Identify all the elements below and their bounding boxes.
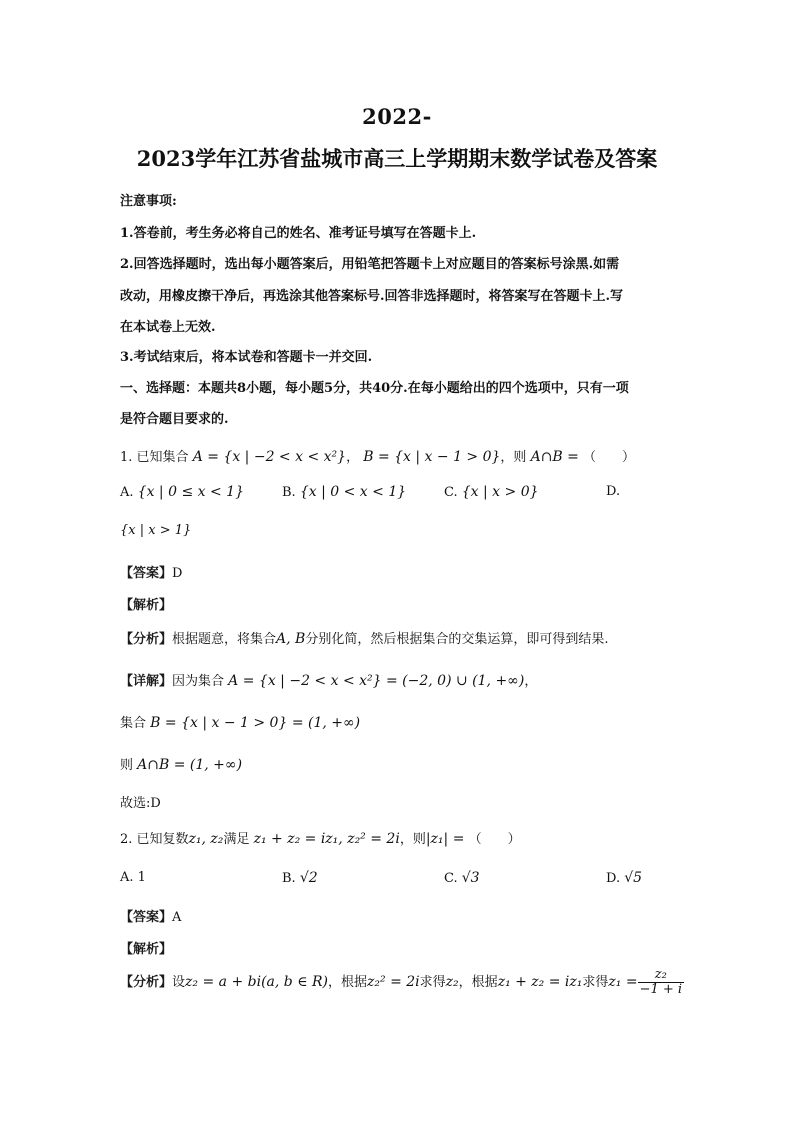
q1-set-b-expr: B = {x | x − 1 > 0} = (1, +∞) xyxy=(150,715,361,731)
notice-item-1: 1.答卷前，考生务必将自己的姓名、准考证号填写在答题卡上. xyxy=(120,226,477,241)
notice-item-2-line-b: 改动，用橡皮擦干净后，再选涂其他答案标号.回答非选择题时，将答案写在答题卡上.写 xyxy=(120,289,624,304)
q1-answer-tag: 【答案】 xyxy=(120,566,173,581)
q2-option-c-label: C. xyxy=(444,871,458,886)
q2-option-d-label: D. xyxy=(606,871,621,886)
q2-analysis-tag: 【解析】 xyxy=(120,942,173,957)
q2-fraction-numerator: z₂ xyxy=(638,968,684,983)
q1-option-c xyxy=(444,484,539,500)
q1-set-a: A = {x | −2 < x < x²} xyxy=(192,449,347,465)
q2-option-c-text: √3 xyxy=(461,870,480,886)
notice-heading: 注意事项: xyxy=(120,194,177,209)
q2-option-a-text: 1 xyxy=(137,870,146,885)
q1-option-b-label: B. xyxy=(282,485,296,500)
q1-option-b xyxy=(282,484,406,500)
q2-fenxi-expr-1: z₂ = a + bi(a, b ∈ R) xyxy=(185,974,329,990)
q2-fenxi-text-e: 求得 xyxy=(582,975,609,990)
section-heading-line-b: 是符合题目要求的. xyxy=(120,412,229,427)
q2-option-d xyxy=(606,870,642,886)
title-line-1: 2022- xyxy=(362,104,432,129)
q2-fraction-denominator: −1 + i xyxy=(639,982,683,997)
q1-paren: （ ） xyxy=(583,450,636,465)
q1-intersect-prefix: 则 xyxy=(120,758,134,773)
q2-condition: z₁ + z₂ = iz₁, z₂² = 2i xyxy=(253,831,400,847)
q1-answer-value: D xyxy=(172,566,183,581)
q1-option-c-text: {x | x > 0} xyxy=(461,484,539,500)
q1-detail xyxy=(120,670,537,689)
q1-detail-expr: A = {x | −2 < x < x²} = (−2, 0) ∪ (1, +∞) xyxy=(228,673,525,689)
q1-option-a-label: A. xyxy=(120,485,134,500)
q1-option-c-label: C. xyxy=(444,485,458,500)
q2-answer xyxy=(120,906,181,925)
section-heading-line-a: 一、选择题：本题共8小题，每小题5分，共40分.在每小题给出的四个选项中，只有一项 xyxy=(120,381,629,396)
q1-intersect-expr: A∩B = (1, +∞) xyxy=(137,757,243,773)
notice-item-2-line-c: 在本试卷上无效. xyxy=(120,320,216,335)
q1-set-b-prefix: 集合 xyxy=(120,716,147,731)
q2-fenxi-tag: 【分析】 xyxy=(120,975,173,990)
q1-option-a xyxy=(120,484,244,500)
q2-fenxi-lhs: z₁ = xyxy=(608,974,638,990)
q2-fenxi-var: z₂ xyxy=(445,974,459,990)
notice-item-2-line-a: 2.回答选择题时，选出每小题答案后，用铅笔把答题卡上对应题目的答案标号涂黑.如需 xyxy=(120,257,620,272)
q1-stem: 1. 已知集合 A = {x | −2 < x < x²}， B = {x | x − 1 > 0}，则 A∩B = （ ） xyxy=(120,449,636,465)
q2-stem-prefix: 2. 已知复数 xyxy=(120,832,189,847)
q1-choose: 故选:D xyxy=(120,796,161,811)
q2-stem-mid: 满足 xyxy=(223,832,250,847)
q2-answer-value: A xyxy=(172,910,182,925)
q1-fenxi-text-a: 根据题意，将集合 xyxy=(172,632,277,647)
q1-option-a-text: {x | 0 ≤ x < 1} xyxy=(137,484,244,500)
q1-stem-prefix: 1. 已知集合 xyxy=(120,450,189,465)
q2-paren: （ ） xyxy=(468,832,521,847)
q1-detail-text: 因为集合 xyxy=(172,674,225,689)
q1-stem-suffix: ，则 xyxy=(500,450,527,465)
q1-option-d-label: D. xyxy=(606,484,621,499)
q1-fenxi-sets: A, B xyxy=(276,631,306,647)
q2-stem xyxy=(120,828,521,847)
q2-fenxi-text-a: 设 xyxy=(172,975,186,990)
q2-option-b-text: √2 xyxy=(299,870,318,886)
q1-set-b-line xyxy=(120,712,360,731)
q1-fenxi-text-b: 分别化简，然后根据集合的交集运算，即可得到结果. xyxy=(305,632,609,647)
q2-fenxi-expr-3: z₁ + z₂ = iz₁ xyxy=(497,974,583,990)
q2-option-a xyxy=(120,870,146,885)
q1-answer xyxy=(120,562,182,581)
q2-fenxi-text-d: ，根据 xyxy=(458,975,498,990)
q1-set-b: B = {x | x − 1 > 0} xyxy=(363,449,501,465)
q2-fenxi-expr-2: z₂² = 2i xyxy=(367,974,420,990)
q2-answer-tag: 【答案】 xyxy=(120,910,173,925)
q1-intersect: A∩B = xyxy=(530,449,579,465)
q1-fenxi xyxy=(120,628,608,647)
q2-option-b xyxy=(282,870,318,886)
q2-fenxi xyxy=(120,968,684,997)
q2-target: |z₁| = xyxy=(425,831,465,847)
q1-intersect-line xyxy=(120,754,242,773)
title-line-2: 2023学年江苏省盐城市高三上学期期末数学试卷及答案 xyxy=(136,146,658,171)
q1-fenxi-tag: 【分析】 xyxy=(120,632,173,647)
q2-option-a-label: A. xyxy=(120,870,134,885)
q2-fenxi-text-b: ，根据 xyxy=(328,975,368,990)
q2-vars: z₁, z₂ xyxy=(188,831,224,847)
q2-stem-suffix: ，则 xyxy=(399,832,426,847)
q1-option-d-text: {x | x > 1} xyxy=(120,523,192,538)
q2-fenxi-text-c: 求得 xyxy=(419,975,446,990)
q2-option-d-text: √5 xyxy=(624,870,643,886)
q1-analysis-tag: 【解析】 xyxy=(120,598,173,613)
notice-item-3: 3.考试结束后，将本试卷和答题卡一并交回. xyxy=(120,350,373,365)
q2-fenxi-fraction xyxy=(638,968,684,997)
q2-option-c xyxy=(444,870,480,886)
q1-detail-tag: 【详解】 xyxy=(120,674,173,689)
q1-detail-end: ， xyxy=(524,674,538,689)
q1-option-b-text: {x | 0 < x < 1} xyxy=(299,484,407,500)
q2-option-b-label: B. xyxy=(282,871,296,886)
